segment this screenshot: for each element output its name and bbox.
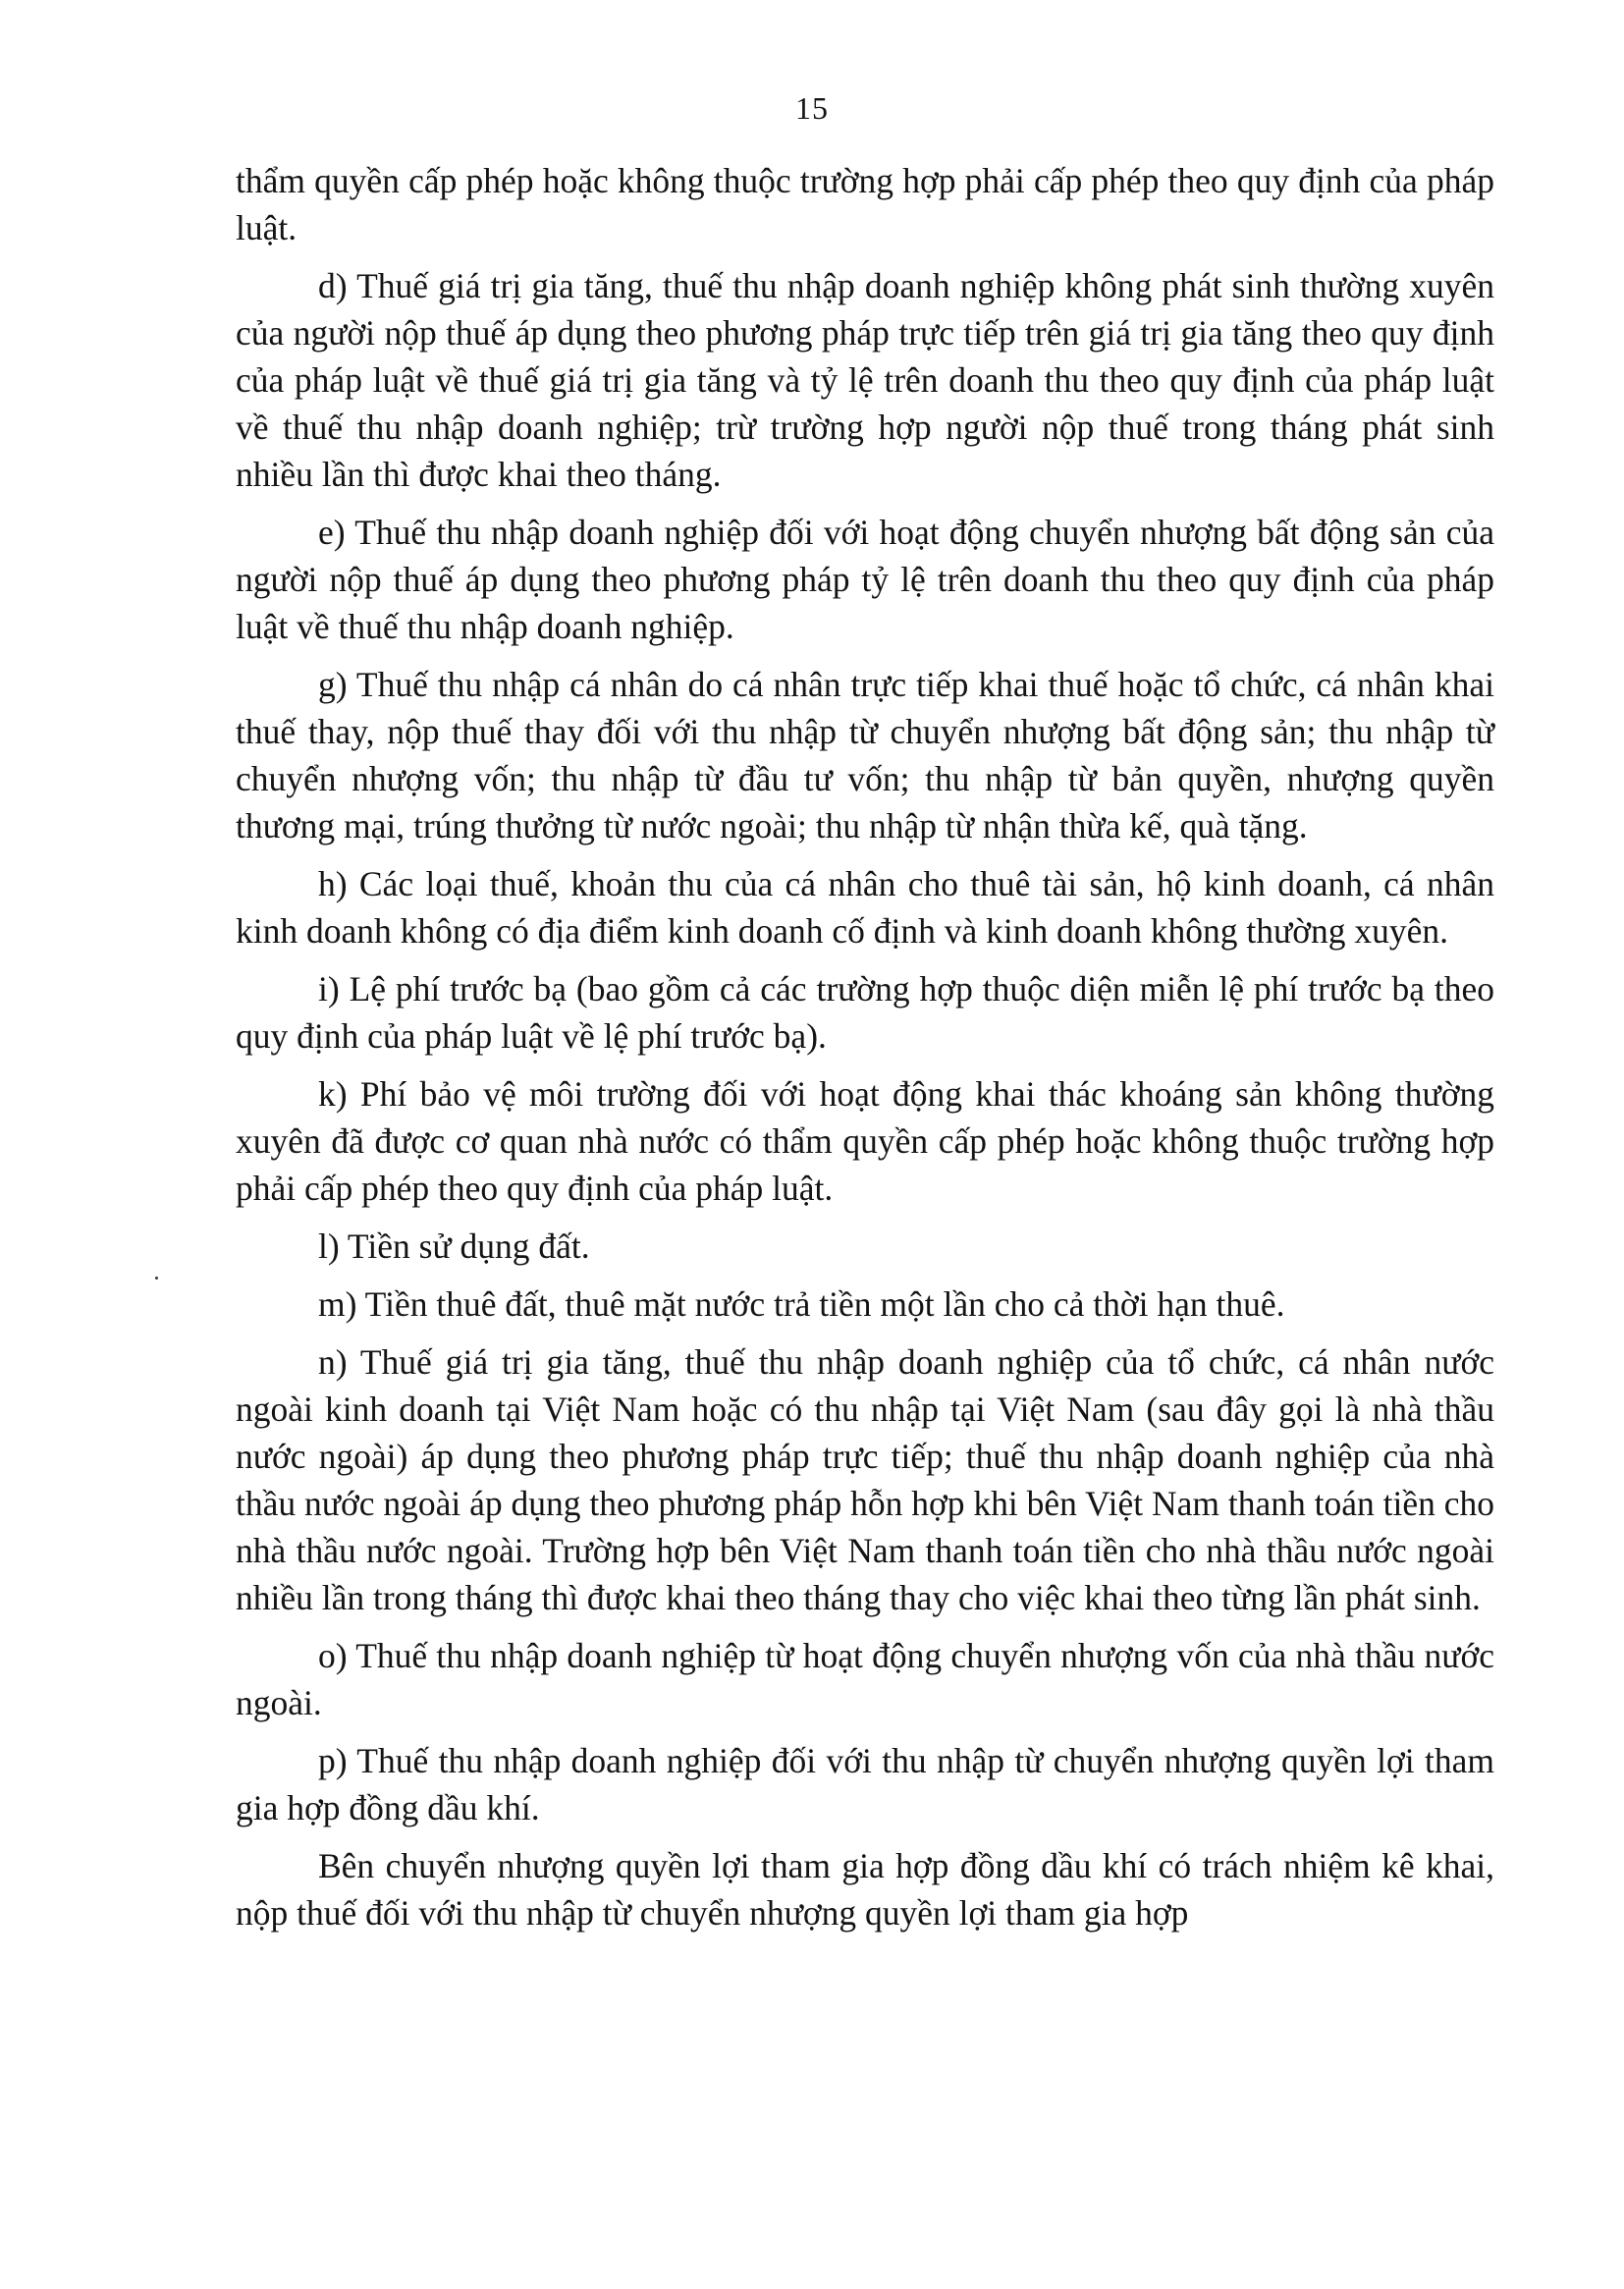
paragraph-item-p: p) Thuế thu nhập doanh nghiệp đối với thu nhập từ chuyển nhượng quyền lợi tham gia hợp đồng dầu khí. xyxy=(236,1741,1494,1827)
paragraph-item-o: o) Thuế thu nhập doanh nghiệp từ hoạt động chuyển nhượng vốn của nhà thầu nước ngoài. xyxy=(236,1636,1494,1722)
scan-speck xyxy=(155,1277,158,1280)
paragraph-transferor-obligation: Bên chuyển nhượng quyền lợi tham gia hợp đồng dầu khí có trách nhiệm kê khai, nộp thuế đối với thu nhập từ chuyển nhượng quyền lợi tham gia hợp xyxy=(236,1846,1494,1933)
paragraph-item-h: h) Các loại thuế, khoản thu của cá nhân cho thuê tài sản, hộ kinh doanh, cá nhân kinh doanh không có địa điểm kinh doanh cố định và kinh doanh không thường xuyên. xyxy=(236,864,1494,951)
paragraph-item-g: g) Thuế thu nhập cá nhân do cá nhân trực tiếp khai thuế hoặc tổ chức, cá nhân khai thuế thay, nộp thuế thay đối với thu nhập từ chuyển nhượng bất động sản; thu nhập từ chuyển nhượng vốn; thu nhập từ đầu tư vốn; thu nhập từ bản quyền, nhượng quyền thương mại, trúng thưởng từ nước ngoài; thu nhập từ nhận thừa kế, quà tặng. xyxy=(236,665,1494,845)
document-body xyxy=(236,157,1494,1947)
paragraph-item-d: d) Thuế giá trị gia tăng, thuế thu nhập doanh nghiệp không phát sinh thường xuyên của người nộp thuế áp dụng theo phương pháp trực tiếp trên giá trị gia tăng theo quy định của pháp luật về thuế giá trị gia tăng và tỷ lệ trên doanh thu theo quy định của pháp luật về thuế thu nhập doanh nghiệp; trừ trường hợp người nộp thuế trong tháng phát sinh nhiều lần thì được khai theo tháng. xyxy=(236,266,1494,494)
paragraph-item-m: m) Tiền thuê đất, thuê mặt nước trả tiền một lần cho cả thời hạn thuê. xyxy=(318,1284,1285,1324)
paragraph-item-n: n) Thuế giá trị gia tăng, thuế thu nhập doanh nghiệp của tổ chức, cá nhân nước ngoài kinh doanh tại Việt Nam hoặc có thu nhập tại Việt Nam (sau đây gọi là nhà thầu nước ngoài) áp dụng theo phương pháp trực tiếp; thuế thu nhập doanh nghiệp của nhà thầu nước ngoài áp dụng theo phương pháp hỗn hợp khi bên Việt Nam thanh toán tiền cho nhà thầu nước ngoài. Trường hợp bên Việt Nam thanh toán tiền cho nhà thầu nước ngoài nhiều lần trong tháng thì được khai theo tháng thay cho việc khai theo từng lần phát sinh. xyxy=(236,1342,1495,1617)
paragraph-item-i: i) Lệ phí trước bạ (bao gồm cả các trường hợp thuộc diện miễn lệ phí trước bạ theo quy định của pháp luật về lệ phí trước bạ). xyxy=(236,969,1494,1056)
paragraph-item-e: e) Thuế thu nhập doanh nghiệp đối với hoạt động chuyển nhượng bất động sản của người nộp thuế áp dụng theo phương pháp tỷ lệ trên doanh thu theo quy định của pháp luật về thuế thu nhập doanh nghiệp. xyxy=(236,513,1494,646)
paragraph-item-l: l) Tiền sử dụng đất. xyxy=(318,1226,590,1266)
paragraph-item-k: k) Phí bảo vệ môi trường đối với hoạt động khai thác khoáng sản không thường xuyên đã được cơ quan nhà nước có thẩm quyền cấp phép hoặc không thuộc trường hợp phải cấp phép theo quy định của pháp luật. xyxy=(236,1074,1494,1208)
page-number: 15 xyxy=(795,90,829,126)
paragraph-continuation: thẩm quyền cấp phép hoặc không thuộc trường hợp phải cấp phép theo quy định của pháp luật. xyxy=(236,161,1494,247)
